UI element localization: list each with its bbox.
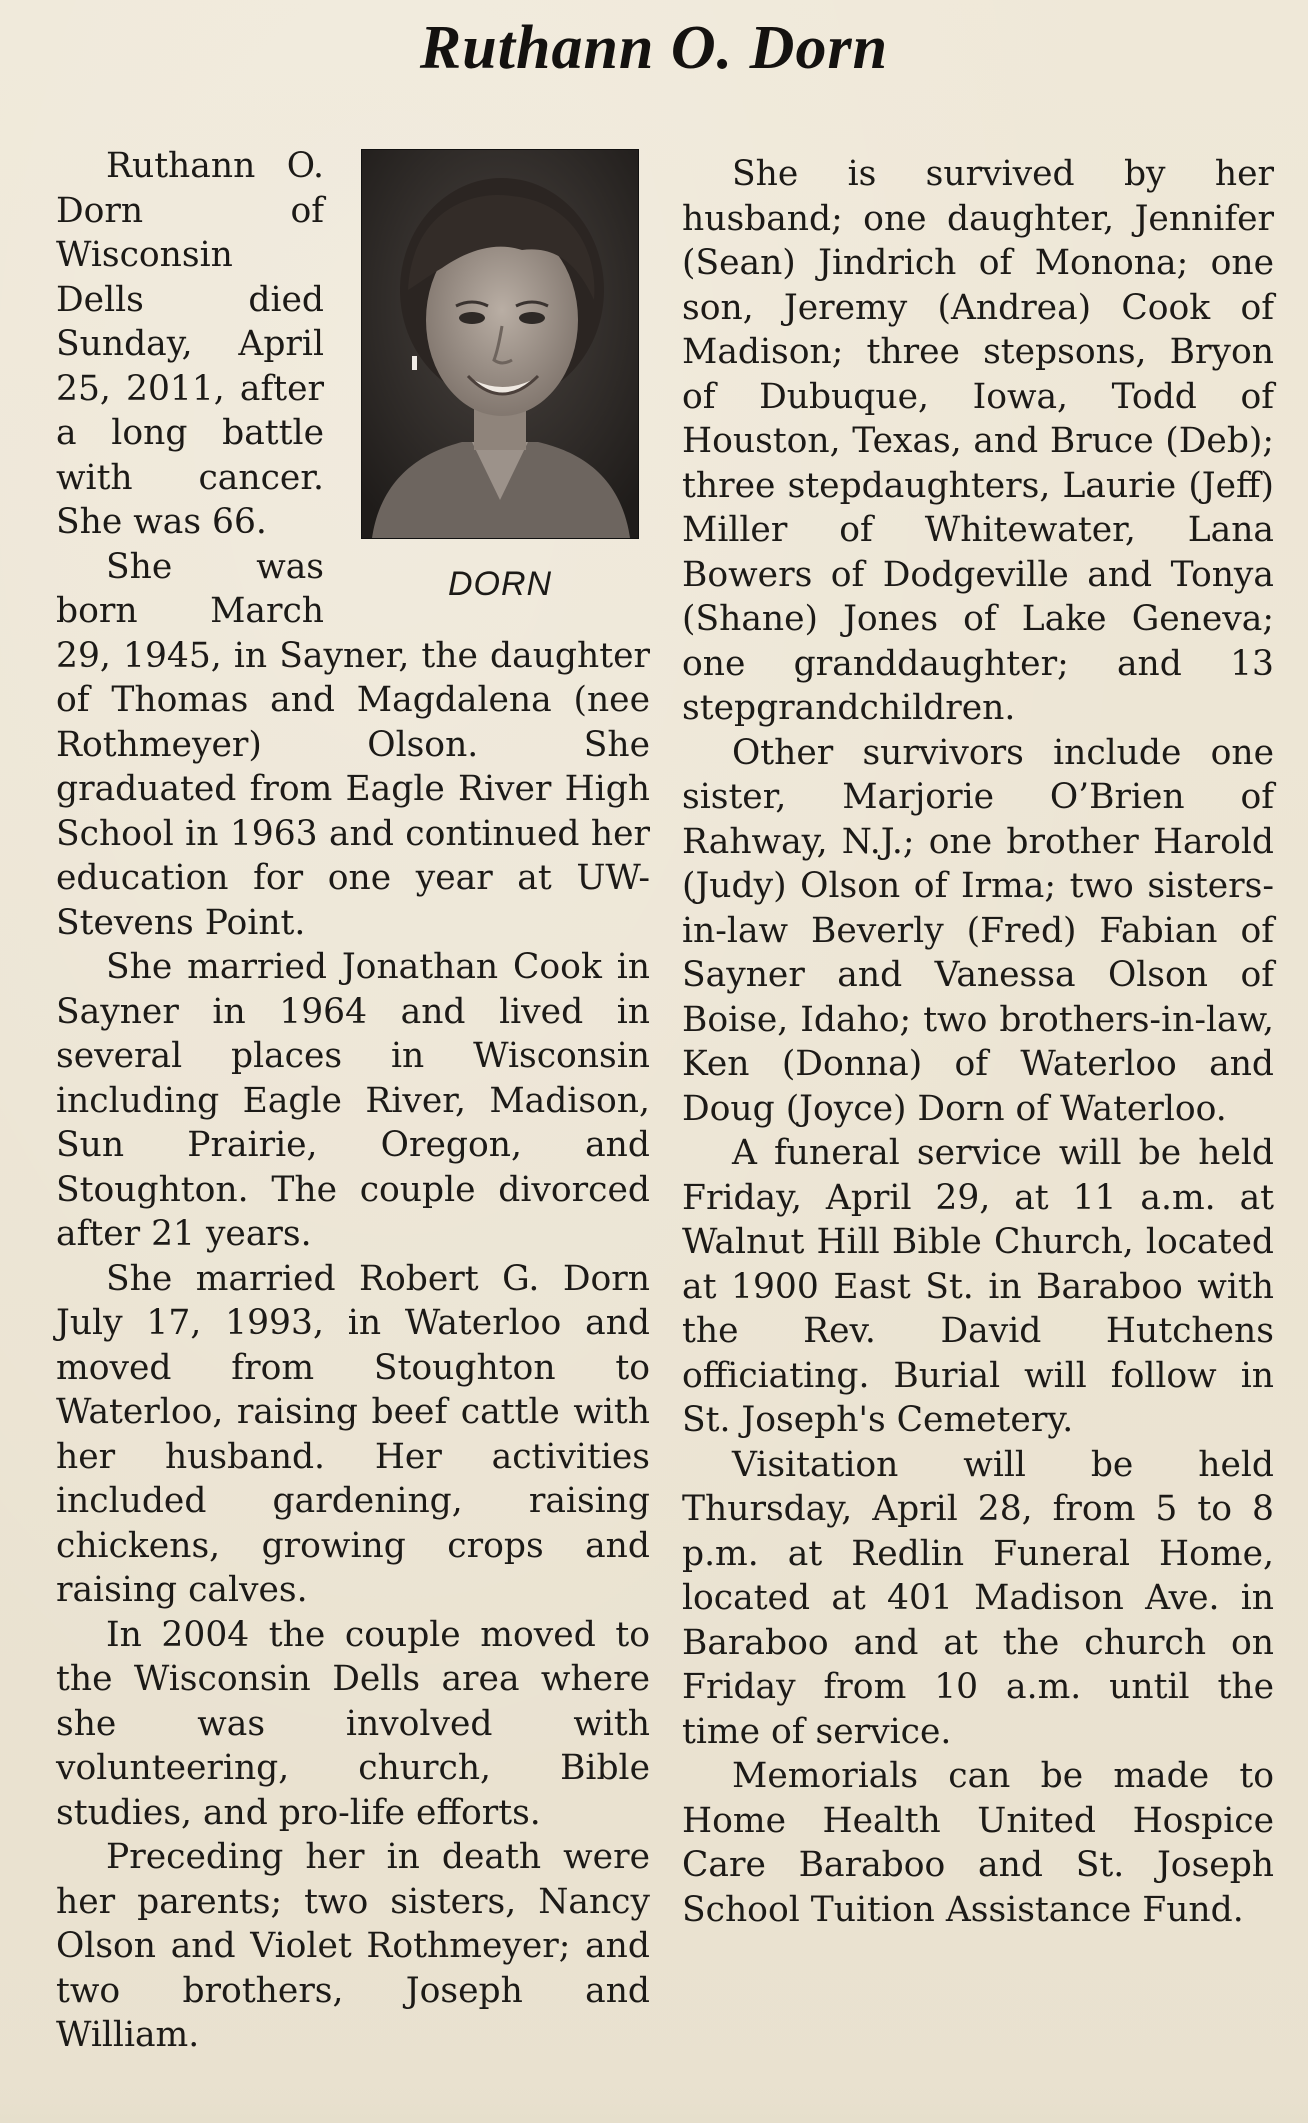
photo-caption: DORN <box>447 565 553 603</box>
paper-edge <box>0 2085 1308 2123</box>
paragraph: She married Jonathan Cook in Sayner in 1964 and lived in several places in Wisconsin including Eagle River, Madison, Sun Prairie, Oregon, and Stoughton. The couple divorced after 21 years. <box>56 947 650 1254</box>
paragraph: Other survivors include one sister, Marjorie O’Brien of Rahway, N.J.; one brother Harold (Judy) Olson of Irma; two sisters-in-law Beverly (Fred) Fabian of Sayner and Vanessa Olson of Boise, Idaho; two brothers-in-law, Ken (Donna) of Waterloo and Doug (Joyce) Dorn of Waterloo. <box>682 732 1274 1129</box>
paragraph: She was born March 29, 1945, in Sayner, the daughter of Thomas and Magdalena (nee Rothmeyer) Olson. She graduated from Eagle River High School in 1963 and continued her education for one year at UW-Stevens Point. <box>56 546 650 943</box>
paragraph: Memorials can be made to Home Health United Hospice Care Baraboo and St. Joseph School Tuition Assistance Fund. <box>682 1756 1274 1930</box>
paragraph: She is survived by her husband; one daughter, Jennifer (Sean) Jindrich of Monona; one son, Jeremy (Andrea) Cook of Madison; three stepsons, Bryon of Dubuque, Iowa, Todd of Houston, Texas, and Bruce (Deb); three stepdaughters, Laurie (Jeff) Miller of Whitewater, Lana Bowers of Dodgeville and Tonya (Shane) Jones of Lake Geneva; one granddaughter; and 13 stepgrandchildren. <box>682 154 1274 728</box>
right-column <box>682 152 1274 1932</box>
paragraph: A funeral service will be held Friday, April 29, at 11 a.m. at Walnut Hill Bible Church, located at 1900 East St. in Baraboo with the Rev. David Hutchens officiating. Burial will follow in St. Joseph's Cemetery. <box>682 1133 1274 1440</box>
paragraph: Preceding her in death were her parents; two sisters, Nancy Olson and Violet Rothmeyer; and two brothers, Joseph and William. <box>56 1837 650 2055</box>
obituary-title: Ruthann O. Dorn <box>419 14 889 82</box>
left-column <box>56 144 650 2058</box>
paragraph: In 2004 the couple moved to the Wisconsin Dells area where she was involved with volunteering, church, Bible studies, and pro-life efforts. <box>56 1614 650 1833</box>
paragraph: Visitation will be held Thursday, April 28, from 5 to 8 p.m. at Redlin Funeral Home, located at 401 Madison Ave. in Baraboo and at the church on Friday from 10 a.m. until the time of service. <box>682 1444 1274 1752</box>
paragraph: She married Robert G. Dorn July 17, 1993, in Waterloo and moved from Stoughton to Waterloo, raising beef cattle with her husband. Her activities included gardening, raising chickens, growing crops and raising calves. <box>56 1258 650 1610</box>
paragraph: Ruthann O. Dorn of Wisconsin Dells died Sunday, April 25, 2011, after a long battle with cancer. She was 66. <box>56 146 324 542</box>
portrait-photo <box>362 150 638 538</box>
portrait-image <box>362 150 638 538</box>
portrait-block <box>350 150 650 628</box>
